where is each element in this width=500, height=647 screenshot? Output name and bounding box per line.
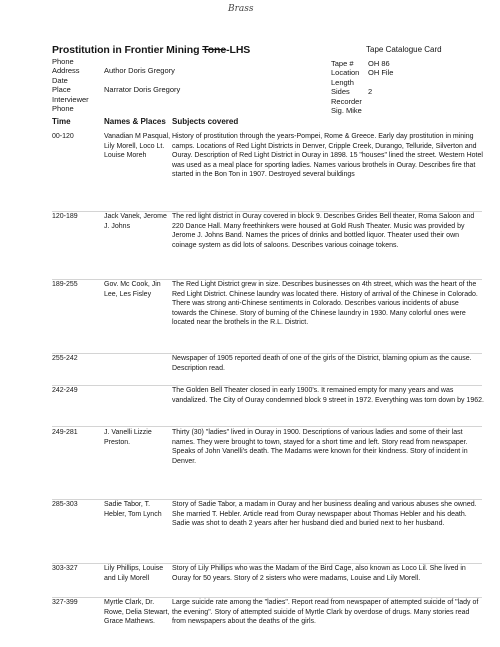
entry-description: The red light district in Ouray covered in block 9. Describes Grides Bell theater, Roma Saloon and 220 Dance Hall. Many freethinkers were housed at Gold Rush Theater. Music was provided by Jerome J. Johns Band. Names the prices of drinks and bottled liquor. Theater used their own coinage system as did lots of saloons. Describes various coinage tokens. [172, 213, 475, 249]
divider [52, 563, 482, 564]
title-suffix: -LHS [226, 44, 251, 56]
column-header-subjects: Subjects covered [172, 117, 239, 126]
entry-description: Story of Lily Phillips who was the Madam of the Bird Cage, also known as Loco Lil. She lived in Ouray for 50 years. Story of 2 sisters who were madams, Louise and Lily Morell. [172, 565, 466, 582]
field-value: Author Doris Gregory [104, 66, 175, 76]
divider [52, 499, 482, 500]
entry-time: 255-242 [52, 355, 78, 362]
entry-time: 303-327 [52, 565, 78, 572]
field-interviewer [52, 95, 180, 104]
field-value: Narrator Doris Gregory [104, 85, 181, 95]
entry-description: Thirty (30) "ladies" lived in Ouray in 1900. Descriptions of various ladies and some of their last names. They were brought to town, stayed for a short time and left. Story read from newspaper. Speaks of John Vanelli's death. The Madams were known for their kindness. Story of incident in Denver. [172, 429, 468, 465]
entry-time: 242-249 [52, 387, 78, 394]
entry-time: 120-189 [52, 213, 78, 220]
field-date [52, 76, 180, 85]
field-value: OH File [368, 68, 394, 78]
field-label: Date [52, 75, 68, 85]
entry-names: Myrtle Clark, Dr. Rowe, Delia Stewart, Grace Mathews. [104, 599, 170, 626]
field-sides [331, 87, 393, 96]
document-title [52, 44, 250, 56]
entry-time: 327-399 [52, 599, 78, 606]
field-place [52, 85, 180, 94]
entry-names: Sadie Tabor, T. Hebler, Tom Lynch [104, 501, 162, 518]
field-address [52, 66, 180, 75]
field-value: 2 [368, 87, 373, 97]
header-left-fields [52, 57, 180, 113]
divider [52, 426, 482, 427]
field-label: Phone [52, 103, 74, 113]
field-sig-mike [331, 106, 393, 115]
field-length [331, 78, 393, 87]
field-value: OH 86 [368, 59, 390, 68]
divider [52, 385, 482, 386]
field-label: Interviewer [52, 94, 89, 104]
entry-names: Gov. Mc Cook, Jin Lee, Les Fisley [104, 281, 161, 298]
entry-time: 00-120 [52, 133, 74, 140]
header-right-fields [331, 59, 393, 115]
entry-description: The Red Light District grew in size. Describes businesses on 4th street, which was the heart of the Red Light District. Chinese laundry was located there. History of arrival of the Chinese in Colorado. There was strong anti-Chinese sentiments in Colorado. Describes various incidents of abuse towards the Chinese. Story of burning of the Chinese laundry in 1930. Many colorful ones were located near the brothels in the R.L. District. [172, 281, 478, 327]
entry-description: The Golden Bell Theater closed in early 1900's. It remained empty for many years and was vandalized. The City of Ouray condemned block 9 street in 1972. Everything was torn down by 1962. [172, 387, 484, 404]
column-header-time: Time [52, 117, 71, 126]
entry-names: Jack Vanek, Jerome J. Johns [104, 213, 167, 230]
field-label: Place [52, 85, 71, 95]
entry-time: 189-255 [52, 281, 78, 288]
field-label: Sides [331, 87, 350, 97]
title-prefix: Prostitution in Frontier Mining [52, 44, 203, 56]
field-label: Tape # [331, 59, 354, 68]
field-label: Sig. Mike [331, 105, 362, 115]
divider [52, 279, 482, 280]
entry-names: Vanadian M Pasqual, Lily Morell, Loco Lt. Louise Moreh [104, 133, 171, 160]
entry-names: Lily Phillips, Louise and Lily Morell [104, 565, 164, 582]
column-header-names: Names & Places [104, 117, 166, 126]
entry-time: 285-303 [52, 501, 78, 508]
divider [52, 353, 482, 354]
field-recorder [331, 97, 393, 106]
entry-description: Story of Sadie Tabor, a madam in Ouray and her business dealing and various abuses she owned. She married T. Hebler. Article read from Ouray newspaper about Thomas Hebler and his death. Sadie was shot to death 2 years after her husband died and buried next to her husband. [172, 501, 477, 528]
title-struck-word: Tone [202, 44, 227, 56]
field-label: Length [331, 77, 354, 87]
divider [52, 211, 482, 212]
field-tape-number [331, 59, 393, 68]
field-location [331, 68, 393, 77]
field-label: Phone [52, 57, 74, 66]
handwritten-note: Brass [228, 4, 254, 14]
entry-description: Large suicide rate among the "ladies". Report read from newspaper of attempted suicide of "lady of the evening". Story of attempted suicide of Myrtle Clark by overdose of drugs. Many stories read from newspapers about the deaths of the girls. [172, 599, 479, 626]
field-label: Location [331, 68, 360, 78]
entry-time: 249-281 [52, 429, 78, 436]
card-label: Tape Catalogue Card [366, 45, 442, 54]
field-phone-2 [52, 104, 180, 113]
entry-description: History of prostitution through the years-Pompei, Rome & Greece. Early day prostitution in mining camps. Locations of Red Light Districts in Denver, Cripple Creek, Durango, Telluride, Silverton and Ouray. Description of Red Light District in Ouray in 1898. 15 "houses" lined the street. Western Hotel was used as a meal place for sporting ladies. Names various brothels in Ouray. Describes fire that started in the Bon Ton in 1907. Destroyed several buildings [172, 133, 483, 179]
field-label: Address [52, 66, 80, 76]
divider [52, 597, 482, 598]
field-phone [52, 57, 180, 66]
entry-description: Newspaper of 1905 reported death of one of the girls of the District, blaming opium as the cause. Description read. [172, 355, 472, 372]
entry-names: J. Vanelli Lizzie Preston. [104, 429, 152, 446]
field-label: Recorder [331, 96, 362, 106]
